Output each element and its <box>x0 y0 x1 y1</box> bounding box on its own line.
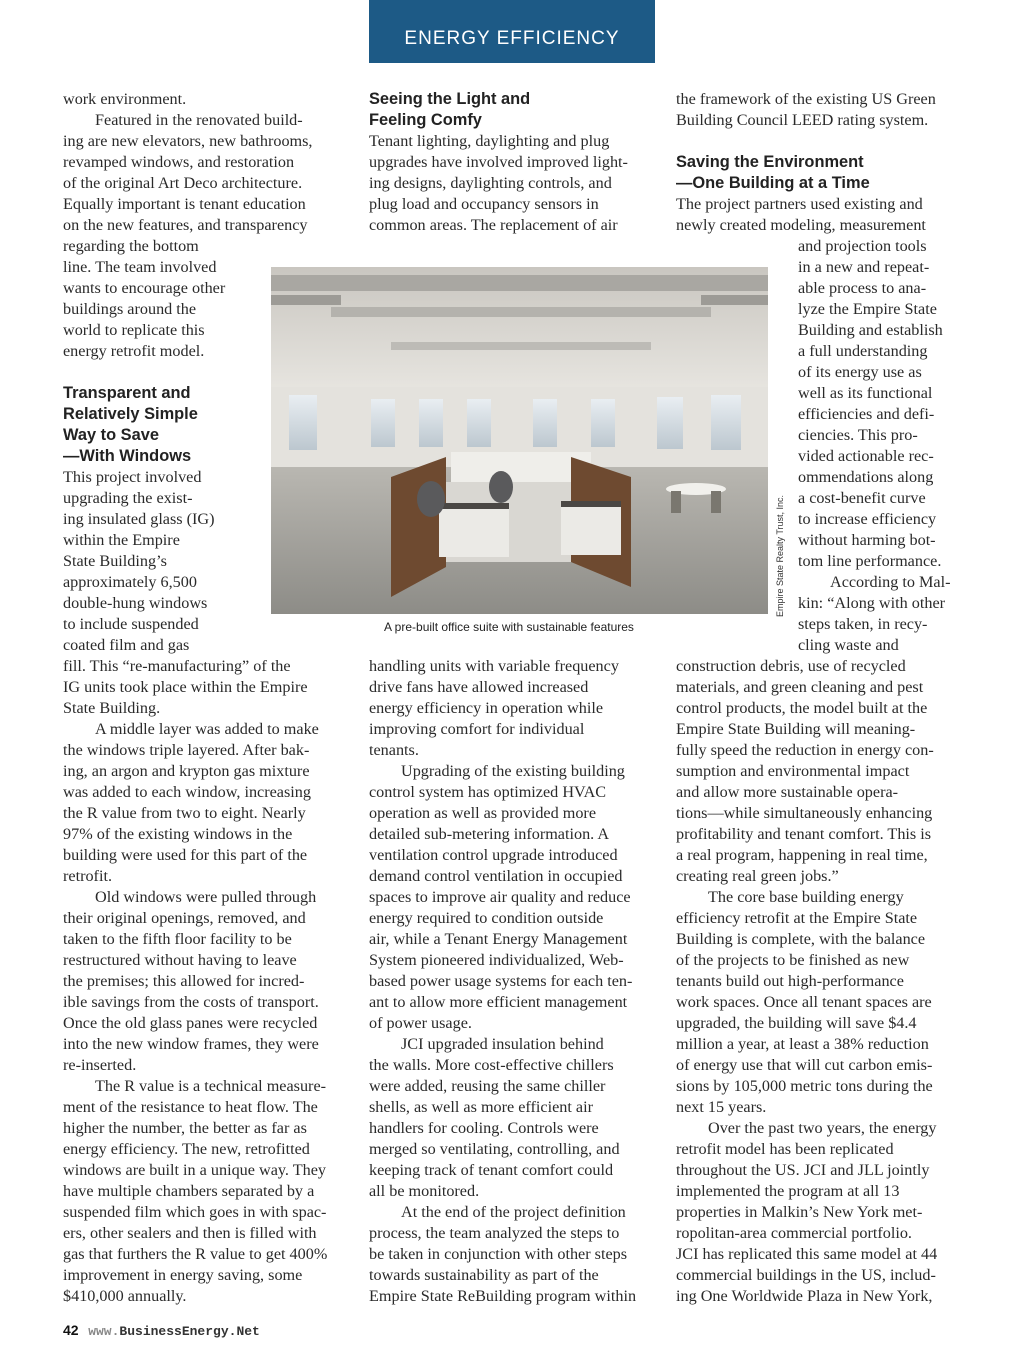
body-text-line: energy required to condition outside <box>369 909 604 927</box>
section-heading-line: Way to Save <box>63 426 159 444</box>
body-text-line: taken to the fifth floor facility to be <box>63 930 292 948</box>
body-text-line: on the new features, and transparency <box>63 216 308 234</box>
body-text-line: plug load and occupancy sensors in <box>369 195 599 213</box>
footer-www: www. <box>88 1324 120 1339</box>
body-text-line: gas that furthers the R value to get 400% <box>63 1245 328 1263</box>
body-text-line: ant to allow more efficient management <box>369 993 628 1011</box>
body-text-line: improvement in energy saving, some <box>63 1266 303 1284</box>
body-text-line: tenants build out high-performance <box>676 972 904 990</box>
photo-credit <box>772 494 786 620</box>
body-text-line: profitability and tenant comfort. This is <box>676 825 932 843</box>
body-text-line: ing are new elevators, new bathrooms, <box>63 132 313 150</box>
body-text-line: common areas. The replacement of air <box>369 216 618 234</box>
body-text-line: towards sustainability as part of the <box>369 1266 599 1284</box>
body-text-line: line. The team involved <box>63 258 217 276</box>
section-title: ENERGY EFFICIENCY <box>404 27 620 49</box>
body-text-line: operation as well as provided more <box>369 804 597 822</box>
body-text-line: Building and establish <box>798 321 943 339</box>
body-text-line: of power usage. <box>369 1014 472 1032</box>
body-text-line: was added to each window, increasing <box>63 783 311 801</box>
body-text-line: within the Empire <box>63 531 180 549</box>
body-text-line: ventilation control upgrade introduced <box>369 846 618 864</box>
body-text-line: tenants. <box>369 741 419 759</box>
body-text-line: retrofit model has been replicated <box>676 1140 894 1158</box>
body-text-line: all be monitored. <box>369 1182 480 1200</box>
body-text-line: ment of the resistance to heat flow. The <box>63 1098 318 1116</box>
body-text-line: ing, an argon and krypton gas mixture <box>63 762 310 780</box>
body-text-line: JCI has replicated this same model at 44 <box>676 1245 938 1263</box>
body-text-line: work environment. <box>63 90 187 108</box>
body-text-line: the R value from two to eight. Nearly <box>63 804 306 822</box>
body-text-line: ing designs, daylighting controls, and <box>369 174 612 192</box>
body-text-line: ers, other sealers and then is filled with <box>63 1224 317 1242</box>
body-text-line: Over the past two years, the energy <box>708 1119 937 1137</box>
body-text-line: control products, the model built at the <box>676 699 928 717</box>
body-text-line: spaces to improve air quality and reduce <box>369 888 631 906</box>
body-text-line: throughout the US. JCI and JLL jointly <box>676 1161 930 1179</box>
body-text-line: upgraded, the building will save $4.4 <box>676 1014 917 1032</box>
body-text-line: ing One Worldwide Plaza in New York, <box>676 1287 933 1305</box>
body-text-line: construction debris, use of recycled <box>676 657 906 675</box>
body-text-line: efficiencies and defi- <box>798 405 935 423</box>
body-text-line: work spaces. Once all tenant spaces are <box>676 993 932 1011</box>
body-text-line: The project partners used existing and <box>676 195 923 213</box>
body-text-line: in a new and repeat- <box>798 258 930 276</box>
body-text-line: merged so ventilating, controlling, and <box>369 1140 620 1158</box>
body-text-line: materials, and green cleaning and pest <box>676 678 924 696</box>
body-text-line: detailed sub-metering information. A <box>369 825 610 843</box>
body-text-line: steps taken, in recy- <box>798 615 928 633</box>
body-text-line: revamped windows, and restoration <box>63 153 295 171</box>
body-text-line: keeping track of tenant comfort could <box>369 1161 614 1179</box>
body-text-line: of the original Art Deco architecture. <box>63 174 303 192</box>
body-text-line: vided actionable rec- <box>798 447 934 465</box>
body-text-line: energy efficiency. The new, retrofitted <box>63 1140 310 1158</box>
body-text-line: fully speed the reduction in energy con- <box>676 741 934 759</box>
body-text-line: energy retrofit model. <box>63 342 205 360</box>
body-text-line: have multiple chambers separated by a <box>63 1182 315 1200</box>
body-text-line: State Building’s <box>63 552 167 570</box>
body-text-line: of energy use that will cut carbon emis- <box>676 1056 933 1074</box>
body-text-line: the framework of the existing US Green <box>676 90 936 108</box>
body-text-line: fill. This “re-manufacturing” of the <box>63 657 291 675</box>
body-text-line: buildings around the <box>63 300 197 318</box>
photo-credit-text: Empire State Realty Trust, Inc. <box>775 494 785 617</box>
body-text-line: Once the old glass panes were recycled <box>63 1014 318 1032</box>
section-heading-line: —One Building at a Time <box>676 174 870 192</box>
section-header-tab <box>369 0 655 63</box>
section-heading-line: Relatively Simple <box>63 405 198 423</box>
body-text-line: to include suspended <box>63 615 199 633</box>
body-text-line: efficiency retrofit at the Empire State <box>676 909 918 927</box>
body-text-line: Empire State Building will meaning- <box>676 720 916 738</box>
body-text-line: world to replicate this <box>63 321 205 339</box>
body-text-line: the windows triple layered. After bak- <box>63 741 310 759</box>
body-text-line: able process to ana- <box>798 279 927 297</box>
body-text-line: The R value is a technical measure- <box>95 1077 327 1095</box>
body-text-line: ciencies. This pro- <box>798 426 918 444</box>
body-text-line: a real program, happening in real time, <box>676 846 928 864</box>
office-suite-image <box>271 267 768 614</box>
body-text-line: Equally important is tenant education <box>63 195 306 213</box>
body-text-line: sumption and environmental impact <box>676 762 910 780</box>
body-text-line: a cost-benefit curve <box>798 489 926 507</box>
body-text-line: System pioneered individualized, Web- <box>369 951 624 969</box>
body-text-line: implemented the program at all 13 <box>676 1182 900 1200</box>
body-text-line: kin: “Along with other <box>798 594 946 612</box>
body-text-line: commercial buildings in the US, includ- <box>676 1266 936 1284</box>
body-text-line: upgrades have involved improved light- <box>369 153 628 171</box>
body-text-line: the premises; this allowed for incred- <box>63 972 305 990</box>
body-text-line: Upgrading of the existing building <box>401 762 625 780</box>
section-heading-line: Saving the Environment <box>676 153 864 171</box>
body-text-line: ing insulated glass (IG) <box>63 510 215 528</box>
body-text-line: ommendations along <box>798 468 934 486</box>
body-text-line: their original openings, removed, and <box>63 909 306 927</box>
footer-domain: BusinessEnergy.Net <box>119 1324 260 1339</box>
body-text-line: million a year, at least a 38% reduction <box>676 1035 929 1053</box>
body-text-line: JCI upgraded insulation behind <box>401 1035 604 1053</box>
body-text-line: wants to encourage other <box>63 279 226 297</box>
body-text-line: based power usage systems for each ten- <box>369 972 633 990</box>
body-text-line: Building is complete, with the balance <box>676 930 926 948</box>
body-text-line: handling units with variable frequency <box>369 657 619 675</box>
section-heading-line: —With Windows <box>63 447 192 465</box>
body-text-line: Tenant lighting, daylighting and plug <box>369 132 610 150</box>
body-text-line: next 15 years. <box>676 1098 767 1116</box>
page-number: 42 <box>63 1322 79 1338</box>
body-text-line: demand control ventilation in occupied <box>369 867 623 885</box>
body-text-line: ible savings from the costs of transport. <box>63 993 319 1011</box>
section-heading-line: Feeling Comfy <box>369 111 482 129</box>
figure-caption: A pre-built office suite with sustainable features <box>384 620 634 634</box>
body-text-line: suspended film which goes in with spac- <box>63 1203 327 1221</box>
body-text-line: of its energy use as <box>798 363 922 381</box>
body-text-line: 97% of the existing windows in the <box>63 825 293 843</box>
body-text-line: tions—while simultaneously enhancing <box>676 804 933 822</box>
body-text-line: properties in Malkin’s New York met- <box>676 1203 923 1221</box>
body-text-line: control system has optimized HVAC <box>369 783 607 801</box>
body-text-line: regarding the bottom <box>63 237 199 255</box>
body-text-line: a full understanding <box>798 342 928 360</box>
body-text-line: improving comfort for individual <box>369 720 585 738</box>
body-text-line: process, the team analyzed the steps to <box>369 1224 620 1242</box>
body-text-line: Empire State ReBuilding program within <box>369 1287 637 1305</box>
body-text-line: Featured in the renovated build- <box>95 111 303 129</box>
body-text-line: restructured without having to leave <box>63 951 297 969</box>
body-text-line: approximately 6,500 <box>63 573 197 591</box>
body-text-line: IG units took place within the Empire <box>63 678 308 696</box>
body-text-line: building were used for this part of the <box>63 846 308 864</box>
body-text-line: lyze the Empire State <box>798 300 937 318</box>
section-heading-line: Seeing the Light and <box>369 90 531 108</box>
body-text-line: State Building. <box>63 699 161 717</box>
body-text-line: be taken in conjunction with other steps <box>369 1245 628 1263</box>
body-text-line: double-hung windows <box>63 594 208 612</box>
body-text-line: the walls. More cost-effective chillers <box>369 1056 614 1074</box>
office-photo <box>271 267 768 614</box>
body-text-line: and projection tools <box>798 237 927 255</box>
body-text-line: At the end of the project definition <box>401 1203 626 1221</box>
body-text-line: without harming bot- <box>798 531 936 549</box>
body-text-line: According to Mal- <box>830 573 951 591</box>
body-text-line: ropolitan-area commercial portfolio. <box>676 1224 912 1242</box>
body-text-line: newly created modeling, measurement <box>676 216 926 234</box>
body-text-line: higher the number, the better as far as <box>63 1119 307 1137</box>
body-text-line: sions by 105,000 metric tons during the <box>676 1077 933 1095</box>
body-text-line: and allow more sustainable opera- <box>676 783 899 801</box>
body-text-line: air, while a Tenant Energy Management <box>369 930 628 948</box>
body-text-line: creating real green jobs.” <box>676 867 839 885</box>
body-text-line: Building Council LEED rating system. <box>676 111 929 129</box>
body-text-line: into the new window frames, they were <box>63 1035 319 1053</box>
body-text-line: were added, reusing the same chiller <box>369 1077 606 1095</box>
body-text-line: windows are built in a unique way. They <box>63 1161 326 1179</box>
body-text-line: energy efficiency in operation while <box>369 699 604 717</box>
body-text-line: to increase efficiency <box>798 510 937 528</box>
body-text-line: coated film and gas <box>63 636 190 654</box>
body-text-line: well as its functional <box>798 384 933 402</box>
body-text-line: $410,000 annually. <box>63 1287 187 1305</box>
body-text-line: cling waste and <box>798 636 899 654</box>
body-text-line: of the projects to be finished as new <box>676 951 910 969</box>
body-text-line: retrofit. <box>63 867 112 885</box>
body-text-line: shells, as well as more efficient air <box>369 1098 594 1116</box>
section-heading-line: Transparent and <box>63 384 191 402</box>
body-text-line: Old windows were pulled through <box>95 888 317 906</box>
body-text-line: drive fans have allowed increased <box>369 678 589 696</box>
body-text-line: The core base building energy <box>708 888 904 906</box>
body-text-line: handlers for cooling. Controls were <box>369 1119 599 1137</box>
body-text-line: This project involved <box>63 468 202 486</box>
page-footer <box>63 1322 260 1339</box>
body-text-line: upgrading the exist- <box>63 489 193 507</box>
body-text-line: tom line performance. <box>798 552 942 570</box>
body-text-line: A middle layer was added to make <box>95 720 319 738</box>
body-text-line: re-inserted. <box>63 1056 137 1074</box>
